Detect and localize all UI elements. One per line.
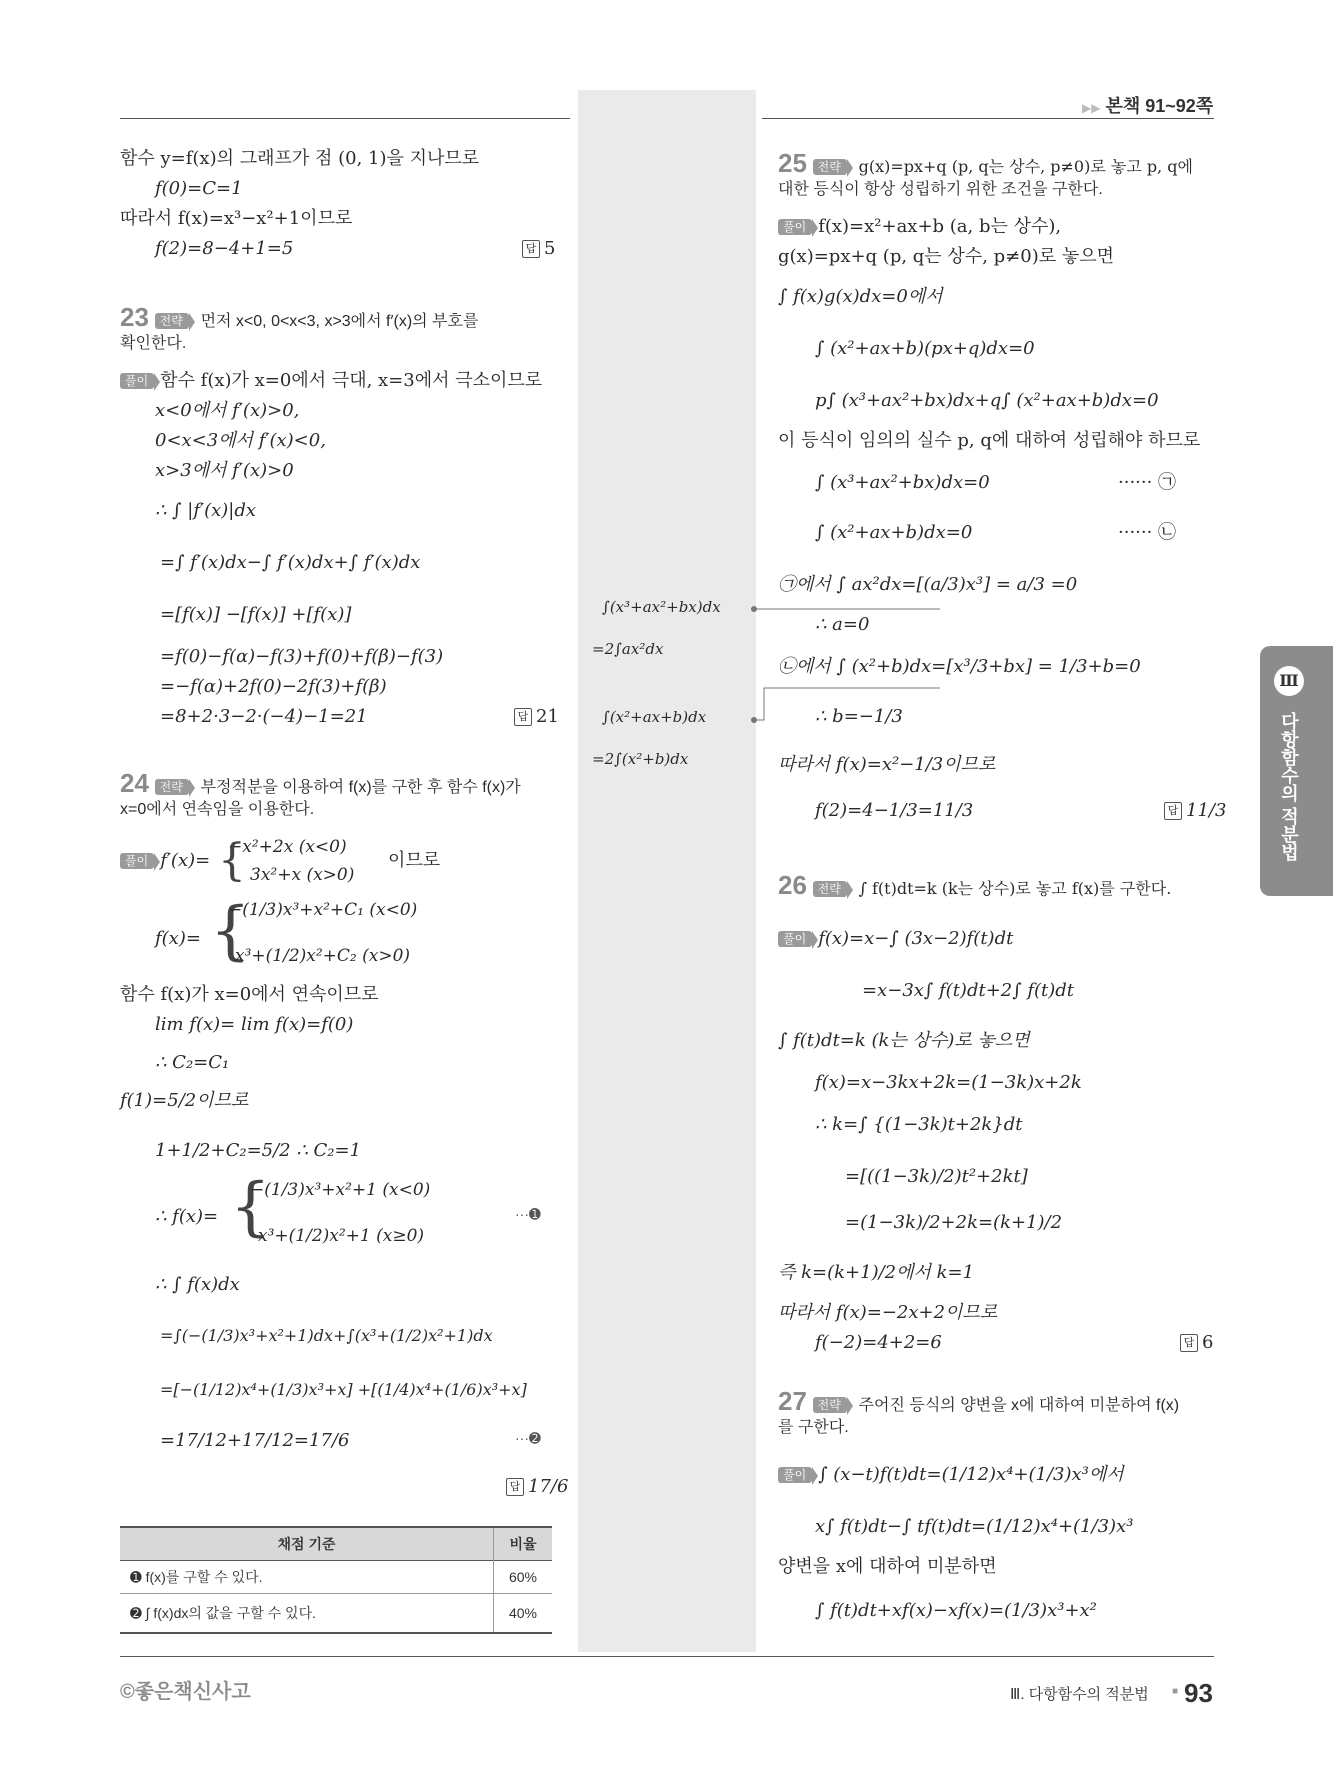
solution-line [778, 216, 1061, 238]
margin-note-4: =2∫(x²+b)dx [592, 750, 689, 768]
math-line: ∫ f(t)dt+xf(x)−xf(x)=(1/3)x³+x² [815, 1600, 1097, 1621]
strategy-text-cont: x=0에서 연속임을 이용한다. [120, 801, 315, 818]
table-cell [120, 1561, 494, 1594]
math-line: lim f(x)= lim f(x)=f(0) [155, 1014, 354, 1035]
math-line: 따라서 f(x)=x²−1/3이므로 [778, 754, 996, 775]
math-line: x∫ f(t)dt−∫ tf(t)dt=(1/12)x⁴+(1/3)x³ [815, 1516, 1134, 1537]
math-line: 따라서 f(x)=−2x+2이므로 [778, 1302, 998, 1323]
text-line: g(x)=px+q (p, q는 상수, p≠0)로 놓으면 [778, 246, 1114, 267]
solution-line [120, 850, 210, 872]
math-line: =−f(α)+2f(0)−2f(3)+f(β) [160, 676, 387, 697]
row-number: ➊ [130, 1569, 142, 1585]
math-line: ∫ f(x)g(x)dx=0에서 [778, 286, 943, 307]
text-line: 양변을 x에 대하여 미분하면 [778, 1556, 997, 1577]
strategy-tag: 전략 [813, 1397, 847, 1413]
answer-value: 6 [1202, 1332, 1214, 1353]
solution-line [778, 928, 1013, 950]
solution-tag: 풀이 [120, 373, 154, 389]
math-line: f(1)=5/2이므로 [120, 1090, 249, 1111]
publisher-logo: ©좋은책신사고 [120, 1681, 251, 1703]
question-24-header [120, 768, 521, 799]
header-rule-left [120, 118, 570, 119]
math-line: ∴ f(x)= [155, 1206, 219, 1227]
question-number: 23 [120, 302, 149, 332]
square-icon: ■ [1172, 1686, 1179, 1697]
math-line: =∫(−(1/3)x³+x²+1)dx+∫(x³+(1/2)x²+1)dx [160, 1326, 493, 1345]
answer [1180, 1332, 1213, 1354]
header-rule-right [762, 118, 1214, 119]
strategy-text-cont: 를 구한다. [778, 1419, 849, 1436]
side-tab-title: 다항함수의 적분법 [1279, 712, 1299, 862]
solution-tag: 풀이 [778, 931, 812, 947]
math-line: −(1/3)x³+x²+1 (x<0) [250, 1180, 431, 1200]
strategy-text: ∫ f(t)dt=k (k는 상수)로 놓고 f(x)를 구한다. [858, 879, 1172, 898]
math-line: ∴ b=−1/3 [815, 706, 903, 727]
solution-text: f(x)=x−∫ (3x−2)f(t)dt [818, 928, 1014, 949]
solution-tag: 풀이 [120, 853, 154, 869]
math-line: f(x)= [155, 928, 201, 949]
page-number: 93 [1184, 1678, 1213, 1708]
math-line: ∫ (x²+ax+b)(px+q)dx=0 [815, 338, 1035, 359]
math-line: =f(0)−f(α)−f(3)+f(0)+f(β)−f(3) [160, 646, 444, 667]
solution-text: f(x)=x²+ax+b (a, b는 상수), [818, 216, 1062, 237]
brace: { [230, 1170, 271, 1244]
solution-text: 함수 f(x)가 x=0에서 극대, x=3에서 극소이므로 [160, 370, 543, 391]
margin-note-1: ∫(x³+ax²+bx)dx [602, 598, 721, 616]
answer-icon: 답 [1180, 1334, 1198, 1352]
brace: { [218, 835, 246, 886]
math-line: =8+2·3−2·(−4)−1=21 [160, 706, 368, 727]
strategy-tag: 전략 [155, 313, 189, 329]
math-line: =∫ f′(x)dx−∫ f′(x)dx+∫ f′(x)dx [160, 552, 421, 573]
math-line: f(2)=8−4+1=5 [155, 238, 294, 259]
brace: { [210, 894, 251, 968]
row-number: ➋ [130, 1605, 142, 1621]
strategy-text: 주어진 등식의 양변을 x에 대하여 미분하여 f(x) [858, 1397, 1180, 1414]
math-line: p∫ (x³+ax²+bx)dx+q∫ (x²+ax+b)dx=0 [815, 390, 1159, 411]
math-text: f′(x)= [160, 850, 211, 871]
arrow-icon: ▶▶ [1082, 101, 1101, 115]
scoring-table [120, 1526, 552, 1634]
math-line: =(1−3k)/2+2k=(k+1)/2 [845, 1212, 1063, 1233]
margin-notes-column [578, 90, 756, 1652]
strategy-text: g(x)=px+q (p, q는 상수, p≠0)로 놓고 p, q에 [858, 157, 1193, 176]
question-27-header [778, 1386, 1179, 1417]
text-line: 이므로 [388, 850, 441, 871]
side-tab-numeral: Ⅲ [1274, 666, 1304, 696]
math-line: 0<x<3에서 f′(x)<0, [155, 430, 326, 451]
strategy-tag: 전략 [813, 881, 847, 897]
math-line: 1+1/2+C₂=5/2 ∴ C₂=1 [155, 1140, 362, 1161]
math-line: ∴ C₂=C₁ [155, 1052, 230, 1073]
footer-chapter: Ⅲ. 다항함수의 적분법 [1010, 1686, 1149, 1703]
row-text: f(x)를 구할 수 있다. [145, 1569, 263, 1585]
side-tab[interactable] [1260, 646, 1333, 896]
strategy-tag: 전략 [155, 779, 189, 795]
math-line: x<0에서 f′(x)>0, [155, 400, 300, 421]
table-header-row [120, 1527, 552, 1561]
math-line: 3x²+x (x>0) [250, 865, 355, 885]
answer-value: 17/6 [528, 1476, 569, 1497]
answer-icon: 답 [1164, 802, 1182, 820]
math-line: −x²+2x (x<0) [228, 837, 347, 857]
math-line: ㉡에서 ∫ (x²+b)dx=[x³/3+bx] = 1/3+b=0 [778, 656, 1141, 677]
math-line: ㉠에서 ∫ ax²dx=[(a/3)x³] = a/3 =0 [778, 574, 1078, 595]
math-line: x³+(1/2)x²+C₂ (x>0) [235, 946, 411, 966]
page-reference-text: 본책 91~92쪽 [1105, 96, 1214, 116]
math-line: x>3에서 f′(x)>0 [155, 460, 294, 481]
margin-note-3: ∫(x²+ax+b)dx [602, 708, 707, 726]
answer-value: 21 [536, 706, 559, 727]
row-text: ∫ f(x)dx의 값을 구할 수 있다. [145, 1605, 316, 1621]
answer [514, 706, 559, 728]
table-header-criterion: 채점 기준 [120, 1527, 494, 1561]
table-cell-rate: 40% [508, 1605, 538, 1621]
table-row [120, 1561, 552, 1594]
math-line: ∴ ∫ |f′(x)|dx [155, 500, 257, 521]
answer-icon: 답 [514, 708, 532, 726]
math-line: f(x)=x−3kx+2k=(1−3k)x+2k [815, 1072, 1082, 1093]
equation-label: ······ ㉠ [1118, 472, 1177, 493]
text-line: 함수 f(x)가 x=0에서 연속이므로 [120, 984, 379, 1005]
strategy-text-cont: 대한 등식이 항상 성립하기 위한 조건을 구한다. [778, 181, 1103, 198]
answer-icon: 답 [506, 1478, 524, 1496]
question-number: 25 [778, 148, 807, 178]
question-25-header [778, 148, 1193, 179]
text-line: 함수 y=f(x)의 그래프가 점 (0, 1)을 지나므로 [120, 148, 480, 169]
table-row [120, 1594, 552, 1634]
solution-tag: 풀이 [778, 1467, 812, 1483]
math-line: ∫ (x³+ax²+bx)dx=0 [815, 472, 990, 493]
question-number: 27 [778, 1386, 807, 1416]
answer-value: 11/3 [1186, 800, 1227, 821]
math-line: 즉 k=(k+1)/2에서 k=1 [778, 1262, 975, 1283]
question-23-header [120, 302, 478, 333]
math-line: ∴ k=∫ {(1−3k)t+2k}dt [815, 1114, 1023, 1135]
math-line: =17/12+17/12=17/6 [160, 1430, 350, 1451]
math-line: ∫ f(t)dt=k (k는 상수)로 놓으면 [778, 1030, 1030, 1051]
strategy-text: 먼저 x<0, 0<x<3, x>3에서 f′(x)의 부호를 [200, 313, 479, 330]
strategy-text: 부정적분을 이용하여 f(x)를 구한 후 함수 f(x)가 [200, 779, 521, 796]
math-line: =[−(1/12)x⁴+(1/3)x³+x] +[(1/4)x⁴+(1/6)x³+x] [160, 1380, 527, 1399]
strategy-tag: 전략 [813, 159, 847, 175]
step-marker: ···➊ [515, 1206, 541, 1222]
strategy-text-cont: 확인한다. [120, 335, 187, 352]
answer-value: 5 [544, 238, 556, 259]
text-line: 따라서 f(x)=x³−x²+1이므로 [120, 208, 353, 229]
solution-text: ∫ (x−t)f(t)dt=(1/12)x⁴+(1/3)x³에서 [818, 1464, 1124, 1485]
answer [522, 238, 555, 260]
math-line: x³+(1/2)x²+1 (x≥0) [258, 1226, 425, 1246]
text-line: 이 등식이 임의의 실수 p, q에 대하여 성립해야 하므로 [778, 430, 1201, 451]
math-line: =[f(x)] −[f(x)] +[f(x)] [160, 604, 352, 625]
solution-line [120, 370, 542, 392]
answer [506, 1476, 568, 1498]
answer [1164, 800, 1226, 822]
math-line: −(1/3)x³+x²+C₁ (x<0) [228, 900, 418, 920]
page-reference [1082, 96, 1213, 118]
question-number: 24 [120, 768, 149, 798]
table-cell [120, 1594, 494, 1634]
footer-rule [120, 1656, 1214, 1657]
question-number: 26 [778, 870, 807, 900]
math-line: ∴ a=0 [815, 614, 870, 635]
solution-tag: 풀이 [778, 219, 812, 235]
step-marker: ···➋ [515, 1430, 541, 1446]
question-26-header [778, 870, 1171, 901]
math-line: =x−3x∫ f(t)dt+2∫ f(t)dt [862, 980, 1075, 1001]
math-line: f(2)=4−1/3=11/3 [815, 800, 974, 821]
equation-label: ······ ㉡ [1118, 522, 1177, 543]
margin-note-2: =2∫ax²dx [592, 640, 664, 658]
math-line: f(0)=C=1 [155, 178, 243, 199]
math-line: f(−2)=4+2=6 [815, 1332, 942, 1353]
table-cell-rate: 60% [508, 1569, 538, 1585]
table-header-rate: 비율 [509, 1536, 537, 1552]
math-line: =[((1−3k)/2)t²+2kt] [845, 1166, 1028, 1187]
math-line: ∴ ∫ f(x)dx [155, 1274, 240, 1295]
solution-line [778, 1464, 1124, 1486]
math-line: ∫ (x²+ax+b)dx=0 [815, 522, 973, 543]
answer-icon: 답 [522, 240, 540, 258]
